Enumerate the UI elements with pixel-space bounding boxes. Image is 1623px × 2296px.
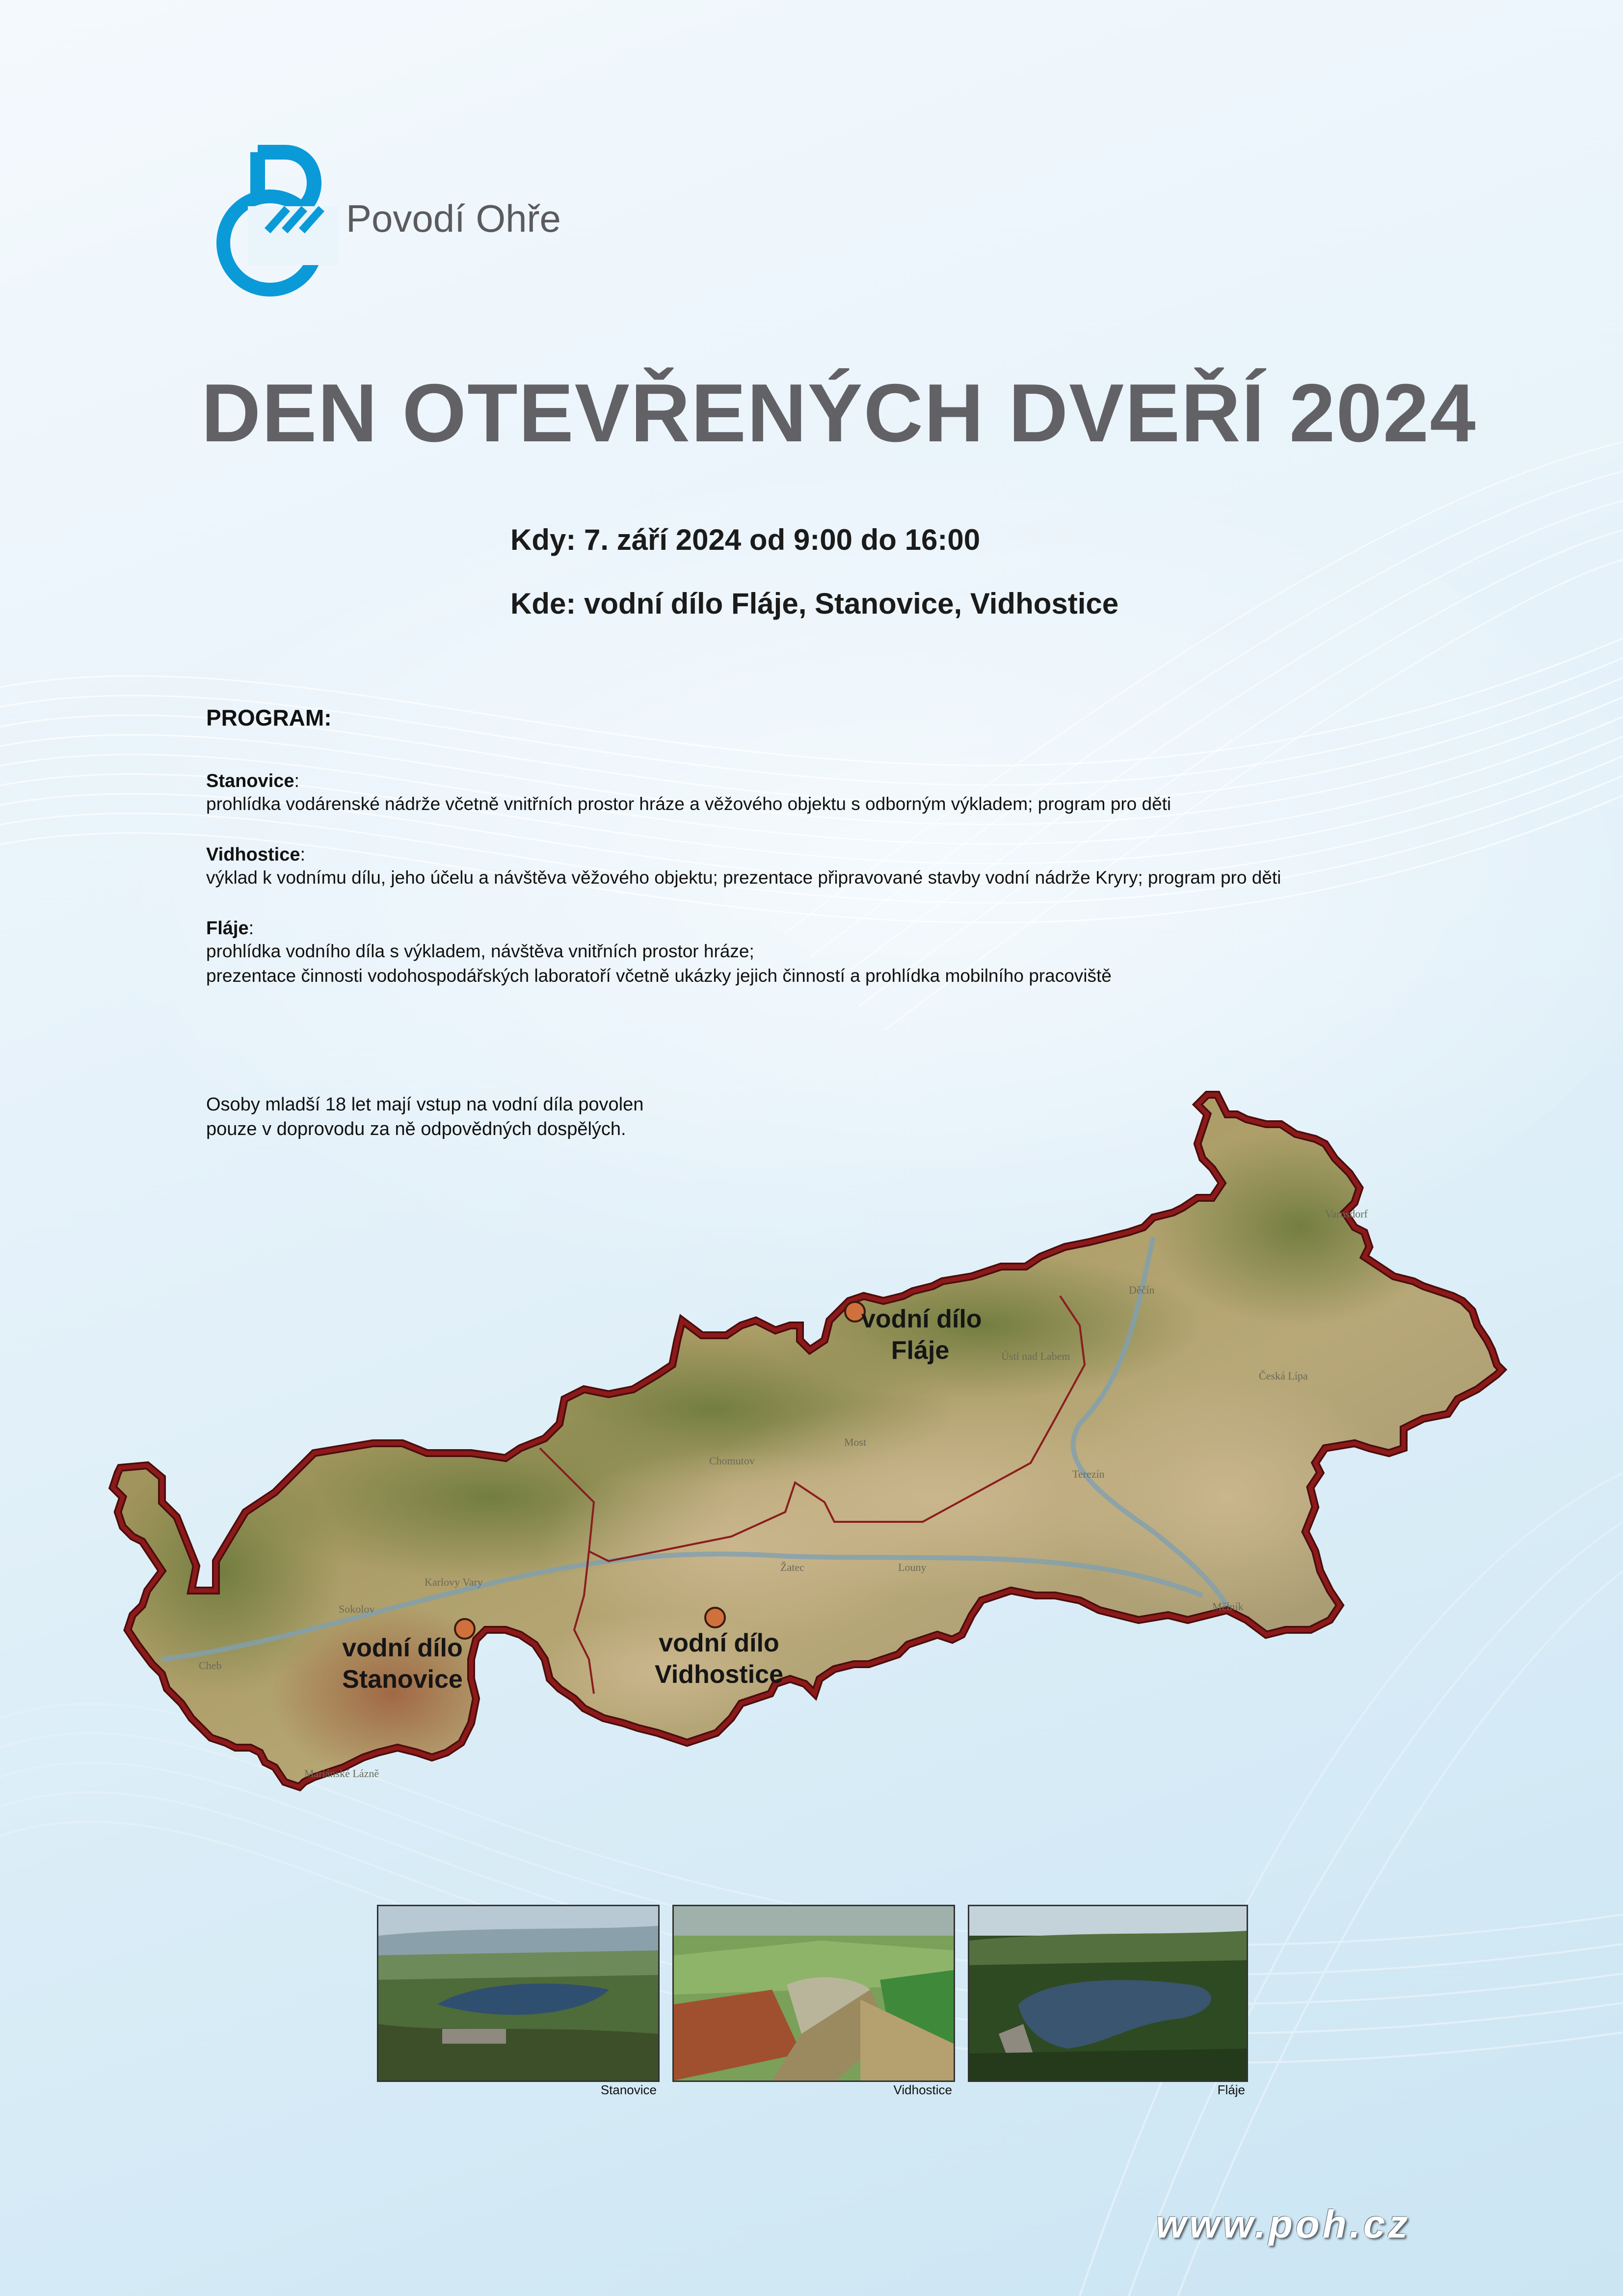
logo-name: Povodí Ohře bbox=[346, 197, 561, 240]
program-section-flaje: Fláje: prohlídka vodního díla s výkladem, návštěva vnitřních prostor hráze; prezentace činnosti vodohospodářských laboratoří včetně ukázky jejich činností a prohlídka mobilního pracoviště bbox=[206, 918, 1112, 988]
program-heading: PROGRAM: bbox=[206, 705, 332, 730]
town-label: Sokolov bbox=[339, 1603, 375, 1615]
section-name: Fláje bbox=[206, 918, 249, 939]
town-label: Louny bbox=[898, 1561, 927, 1573]
photo-caption: Fláje bbox=[1217, 2082, 1245, 2097]
photo-caption: Vidhostice bbox=[893, 2082, 952, 2097]
photo-vidhostice bbox=[672, 1905, 955, 2082]
website-url[interactable]: www.poh.cz bbox=[1156, 2202, 1411, 2246]
section-line: prezentace činnosti vodohospodářských laboratoří včetně ukázky jejich činností a prohlídka mobilního pracoviště bbox=[206, 966, 1112, 986]
section-line: výklad k vodnímu dílu, jeho účelu a návštěva věžového objektu; prezentace připravované stavby vodní nádrže Kryry; program pro děti bbox=[206, 867, 1281, 888]
flaje-label: vodní dílo Fláje bbox=[861, 1305, 982, 1365]
town-label: Terezín bbox=[1072, 1468, 1105, 1480]
reservoir-photo-image bbox=[969, 1906, 1247, 2080]
photo-caption: Stanovice bbox=[600, 2082, 657, 2097]
event-where: Kde: vodní dílo Fláje, Stanovice, Vidhostice bbox=[510, 587, 1119, 620]
page-title: DEN OTEVŘENÝCH DVEŘÍ 2024 bbox=[201, 367, 1477, 459]
town-label: Mariánské Lázně bbox=[304, 1767, 379, 1780]
town-label: Most bbox=[844, 1436, 867, 1448]
town-label: Mělník bbox=[1212, 1600, 1244, 1613]
reservoir-photo-image bbox=[378, 1906, 658, 2080]
photo-stanovice bbox=[377, 1905, 660, 2082]
stanovice-label: vodní dílo Stanovice bbox=[342, 1634, 463, 1694]
program-section-vidhostice: Vidhostice: výklad k vodnímu dílu, jeho účelu a návštěva věžového objektu; prezentace připravované stavby vodní nádrže Kryry; program pro děti bbox=[206, 844, 1281, 890]
town-label: Chomutov bbox=[709, 1455, 755, 1467]
photo-flaje bbox=[968, 1905, 1248, 2082]
town-label: Žatec bbox=[780, 1561, 804, 1573]
town-label: Česká Lípa bbox=[1259, 1370, 1308, 1382]
program-section-stanovice: Stanovice: prohlídka vodárenské nádrže včetně vnitřních prostor hráze a věžového objektu s odborným výkladem; program pro děti bbox=[206, 771, 1171, 816]
reservoir-photo-image bbox=[674, 1906, 954, 2080]
section-line: prohlídka vodárenské nádrže včetně vnitřních prostor hráze a věžového objektu s odborným výkladem; program pro děti bbox=[206, 794, 1171, 814]
section-line: prohlídka vodního díla s výkladem, návštěva vnitřních prostor hráze; bbox=[206, 941, 754, 961]
event-when: Kdy: 7. září 2024 od 9:00 do 16:00 bbox=[510, 523, 981, 556]
section-name: Stanovice bbox=[206, 771, 294, 791]
town-label: Karlovy Vary bbox=[425, 1576, 483, 1588]
town-label: Ústí nad Labem bbox=[1001, 1350, 1070, 1362]
age-note-line: pouze v doprovodu za ně odpovědných dospělých. bbox=[206, 1119, 626, 1139]
vidhostice-marker bbox=[705, 1608, 725, 1627]
town-label: Varnsdorf bbox=[1325, 1208, 1368, 1220]
town-label: Děčín bbox=[1129, 1284, 1155, 1296]
section-name: Vidhostice bbox=[206, 844, 300, 865]
vidhostice-label: vodní dílo Vidhostice bbox=[654, 1629, 783, 1689]
town-label: Cheb bbox=[199, 1659, 222, 1672]
age-note-line: Osoby mladší 18 let mají vstup na vodní díla povolen bbox=[206, 1094, 644, 1115]
